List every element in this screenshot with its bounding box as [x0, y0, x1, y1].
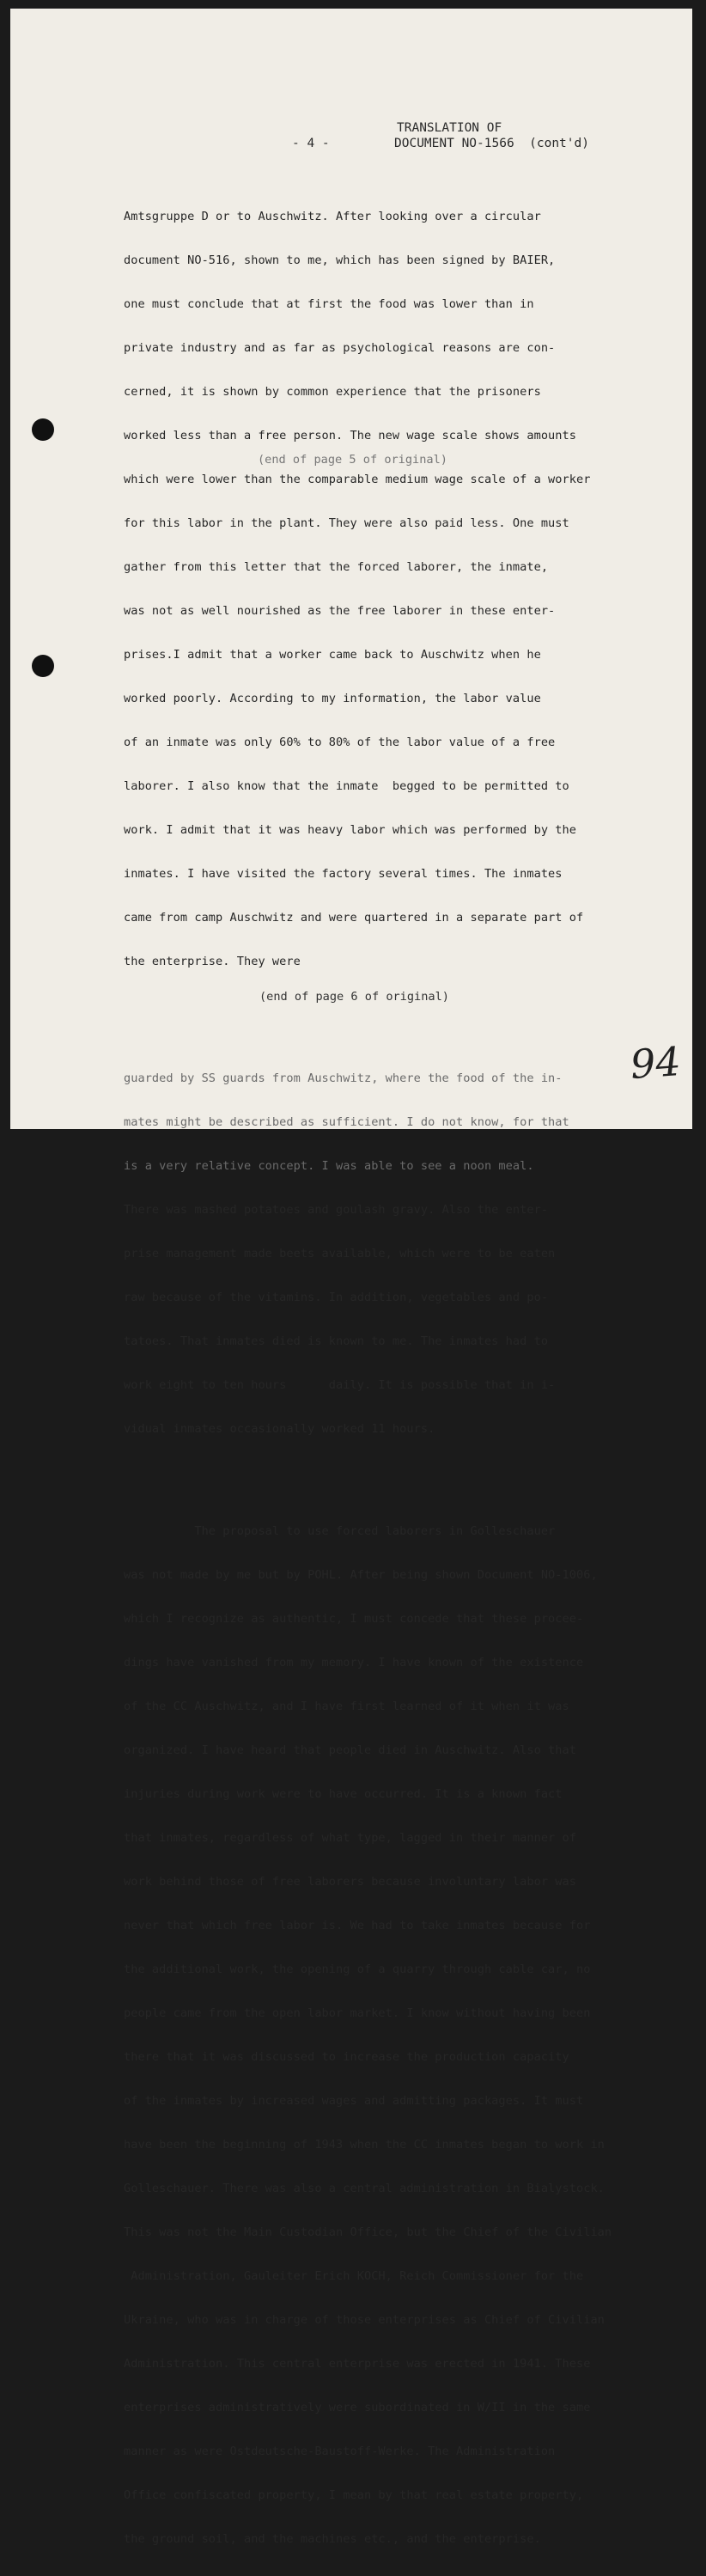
document-body [124, 180, 612, 2576]
text-line: Golleschauer. There was also a central administration in Bialystock. [124, 2182, 605, 2195]
text-line: mates might be described as sufficient. I do not know, for that [124, 1115, 569, 1129]
text-line: work behind those of free laborers because involuntary labor was [124, 1875, 576, 1889]
document-page [10, 9, 692, 2546]
text-line: that inmates, regardless of what type, lagged in their manner of [124, 1831, 576, 1845]
page-number: - 4 - [292, 137, 330, 150]
text-line: the enterprise. They were [124, 955, 301, 968]
text-line: prises.I admit that a worker came back to Auschwitz when he [124, 648, 541, 662]
text-line: vidual inmates occasionally worked 11 hours. [124, 1422, 435, 1436]
text-line: tatoes. That inmates died is known to me. The inmates had to [124, 1334, 549, 1348]
text-line: of an inmate was only 60% to 80% of the labor value of a free [124, 736, 556, 749]
text-line: Administration, Gauleiter Erich KOCH, Reich Commissioner for the [124, 2269, 584, 2283]
text-line: worked poorly. According to my information, the labor value [124, 692, 541, 705]
document-label: DOCUMENT NO-1566 (cont'd) [394, 137, 589, 150]
text-line: organized. I have heard that people died in Auschwitz. Also that [124, 1743, 576, 1757]
translation-label: TRANSLATION OF [397, 121, 502, 135]
text-line: people came from the open labor market. I know without having been [124, 2006, 591, 2020]
text-line: enterprises administratively were subordinated in W/II in the same [124, 2401, 591, 2414]
text-line: the ground soil, and the machines etc., and the enterprise. [124, 2532, 541, 2546]
text-line: There was mashed potatoes and goulash gravy. Also the enter- [124, 1203, 549, 1217]
text-line: work eight to ten hours daily. It is possible that in i- [124, 1378, 556, 1392]
text-line: was not made by me but by POHL. After being shown Document NO-1006, [124, 1568, 598, 1582]
text-line: inmates. I have visited the factory several times. The inmates [124, 867, 563, 881]
text-line: work. I admit that it was heavy labor which was performed by the [124, 823, 576, 837]
text-line: gather from this letter that the forced laborer, the inmate, [124, 560, 549, 574]
text-line: the additional work, the opening of a quarry through cable car, no [124, 1963, 591, 1976]
text-line: Administration. This central enterprise was erected in 1941. These [124, 2357, 591, 2371]
text-line: of the inmates by increased wages and admitting packages. It must [124, 2094, 584, 2108]
text-line: one must conclude that at first the food was lower than in [124, 297, 534, 311]
text-line: which were lower than the comparable medium wage scale of a worker [124, 473, 591, 486]
binder-hole [32, 418, 54, 441]
text-line: have been the beginning of 1943 when the CC inmates began to work in [124, 2138, 605, 2152]
text-line: of the CC Auschwitz, and I have first learned of it when it was [124, 1700, 569, 1713]
text-line: raw because of the vitamins. In addition, vegetables and po- [124, 1291, 549, 1304]
text-line: The proposal to use forced laborers in Golleschauer [124, 1524, 556, 1538]
text-line: document NO-516, shown to me, which has been signed by BAIER, [124, 253, 556, 267]
text-line: private industry and as far as psychological reasons are con- [124, 341, 556, 355]
text-line: guarded by SS guards from Auschwitz, where the food of the in- [124, 1071, 563, 1085]
end-of-page-note: (end of page 6 of original) [259, 990, 449, 1004]
text-line: Amtsgruppe D or to Auschwitz. After looking over a circular [124, 210, 541, 223]
text-line: cerned, it is shown by common experience that the prisoners [124, 385, 541, 399]
end-of-page-note: (end of page 5 of original) [258, 453, 447, 467]
text-line: never that which free labor is. We had to take inmates because for [124, 1919, 591, 1932]
text-line: for this labor in the plant. They were also paid less. One must [124, 516, 569, 530]
text-line: there that it was discussed to increase the production capacity [124, 2050, 569, 2064]
text-line: was not as well nourished as the free laborer in these enter- [124, 604, 556, 618]
text-line: Office confiscated property, I mean by that real estate property, [124, 2488, 584, 2502]
text-line: prise management made beets available, which were to be eaten [124, 1247, 556, 1261]
text-line: Ukraine, who was in charge of those enterprises as Chief of Civilian [124, 2313, 605, 2327]
handwritten-page-number: 94 [629, 1038, 683, 1088]
text-line: This was not the Main Custodian Office, but the Chief of the Civilian [124, 2225, 612, 2239]
text-line: came from camp Auschwitz and were quartered in a separate part of [124, 911, 584, 925]
text-line: laborer. I also know that the inmate begged to be permitted to [124, 779, 569, 793]
text-line: manner as were Ostdeutsche-Baustoff-Werke. The Administration [124, 2445, 556, 2458]
text-line: is a very relative concept. I was able to see a noon meal. [124, 1159, 534, 1173]
text-line: dings have vanished from my memory. I have known of the existence [124, 1656, 584, 1670]
text-line: worked less than a free person. The new wage scale shows amounts [124, 429, 576, 443]
binder-hole [32, 655, 54, 677]
text-line: which I recognize as authentic, I must concede that these procee- [124, 1612, 584, 1626]
text-line: injuries during work were to have occurred. It is a known fact [124, 1787, 563, 1801]
